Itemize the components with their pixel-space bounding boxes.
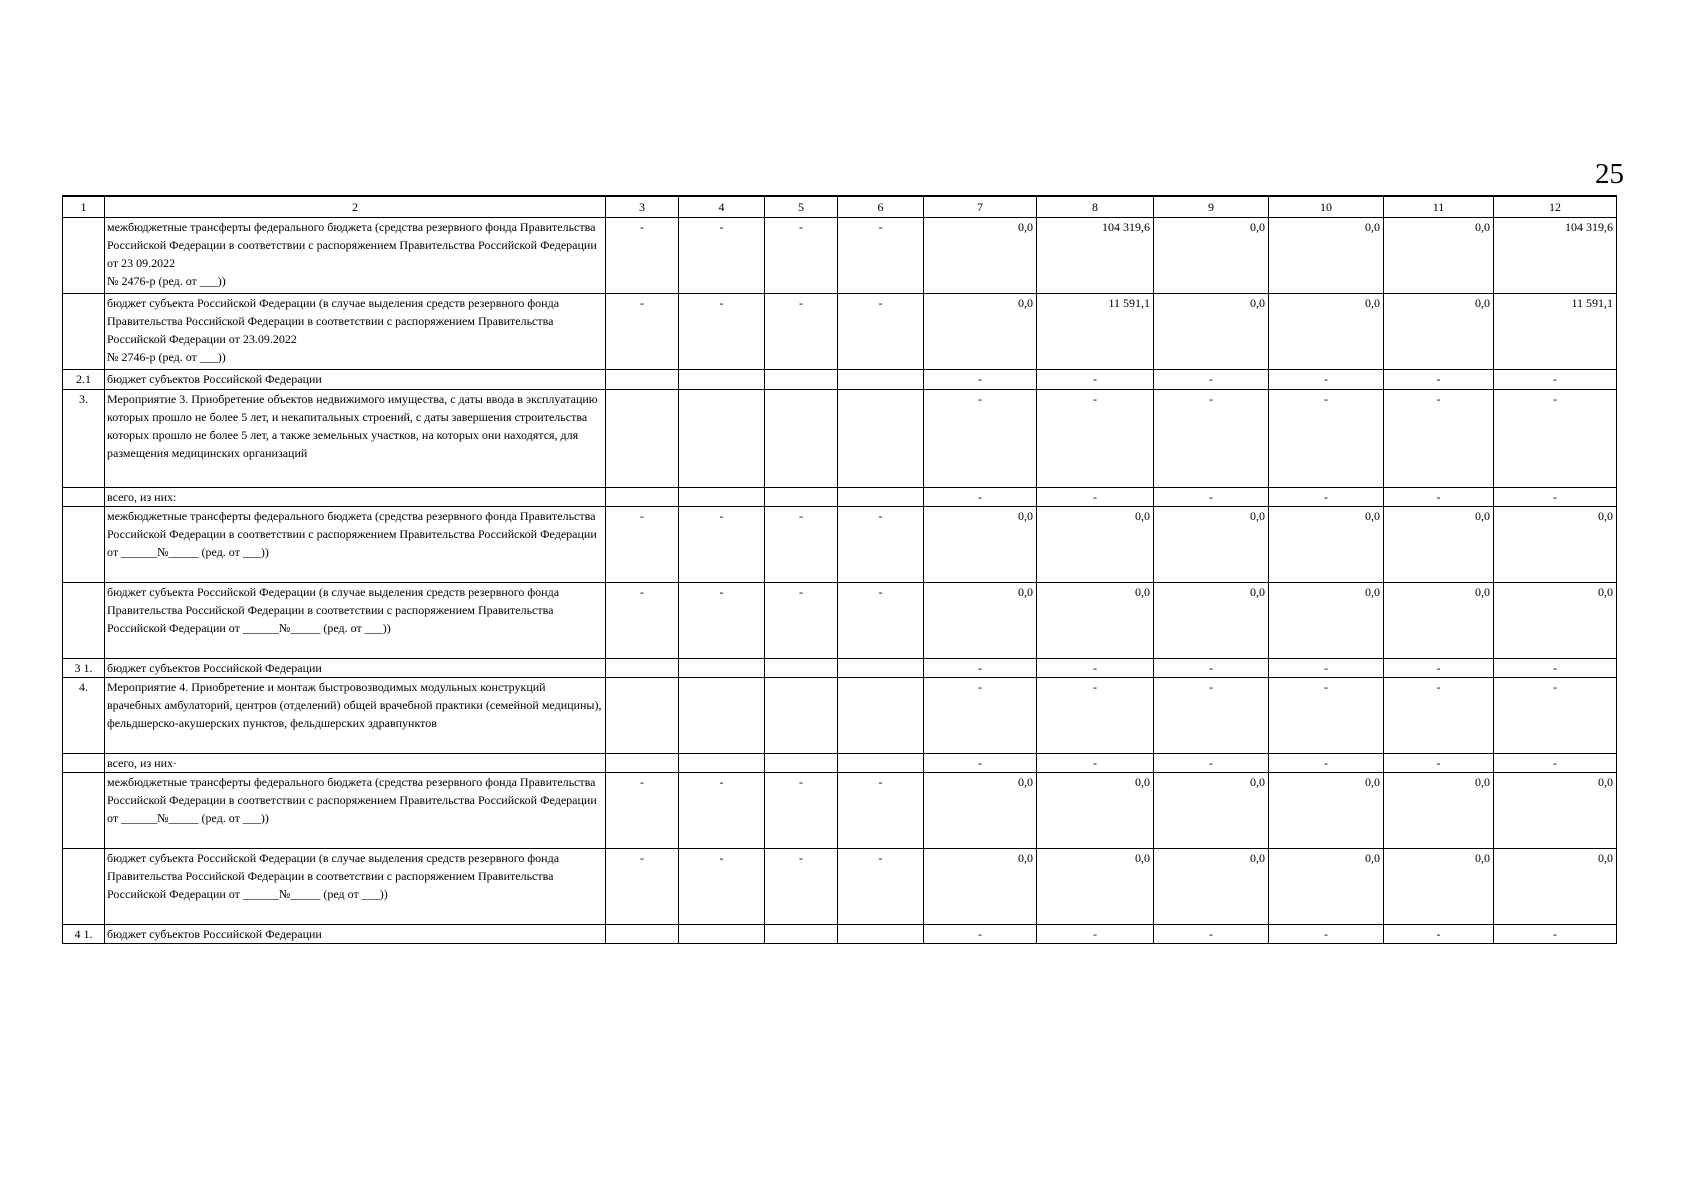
- cell-col-5: [765, 370, 838, 390]
- cell-col-5: [765, 390, 838, 488]
- cell-col-9: 0,0: [1154, 583, 1269, 659]
- cell-col-8: -: [1037, 390, 1154, 488]
- cell-col-11: -: [1384, 488, 1494, 507]
- cell-col-5: [765, 678, 838, 754]
- cell-col-11: 0,0: [1384, 773, 1494, 849]
- cell-col-10: 0,0: [1269, 583, 1384, 659]
- cell-number: [63, 583, 105, 659]
- table-row: [63, 370, 1617, 390]
- cell-col-10: -: [1269, 370, 1384, 390]
- col-header-9: 9: [1154, 196, 1269, 218]
- cell-col-4: [679, 370, 765, 390]
- cell-col-7: 0,0: [924, 218, 1037, 294]
- cell-number: 3 1.: [63, 659, 105, 678]
- cell-col-11: -: [1384, 678, 1494, 754]
- cell-col-12: 104 319,6: [1494, 218, 1617, 294]
- cell-number: 2.1: [63, 370, 105, 390]
- cell-col-12: 0,0: [1494, 773, 1617, 849]
- table-row: [63, 507, 1617, 583]
- cell-col-3: [606, 678, 679, 754]
- cell-col-10: -: [1269, 754, 1384, 773]
- cell-col-4: [679, 754, 765, 773]
- cell-col-6: -: [838, 773, 924, 849]
- col-header-8: 8: [1037, 196, 1154, 218]
- cell-col-3: [606, 390, 679, 488]
- cell-col-6: [838, 659, 924, 678]
- cell-col-11: 0,0: [1384, 507, 1494, 583]
- cell-col-8: 104 319,6: [1037, 218, 1154, 294]
- table-row: [63, 678, 1617, 754]
- cell-number: [63, 488, 105, 507]
- cell-description: бюджет субъекта Российской Федерации (в случае выделения средств резервного фонда Правительства Российской Федерации в соответствии с распоряжением Правительства Российской Федерации от 23.09.2022 № 2746-р (ред. от ___)): [105, 294, 606, 370]
- cell-col-5: -: [765, 773, 838, 849]
- col-header-1: 1: [63, 196, 105, 218]
- cell-col-12: -: [1494, 754, 1617, 773]
- cell-col-12: -: [1494, 390, 1617, 488]
- cell-col-9: -: [1154, 370, 1269, 390]
- cell-col-6: -: [838, 507, 924, 583]
- cell-col-5: [765, 754, 838, 773]
- table-body: [63, 196, 1617, 944]
- cell-col-3: -: [606, 507, 679, 583]
- cell-col-11: -: [1384, 925, 1494, 944]
- cell-col-8: -: [1037, 925, 1154, 944]
- cell-number: [63, 507, 105, 583]
- col-header-7: 7: [924, 196, 1037, 218]
- cell-col-5: [765, 659, 838, 678]
- cell-col-6: [838, 390, 924, 488]
- cell-col-9: -: [1154, 754, 1269, 773]
- cell-col-3: [606, 370, 679, 390]
- cell-col-3: -: [606, 218, 679, 294]
- cell-description: Мероприятие 3. Приобретение объектов недвижимого имущества, с даты ввода в эксплуатацию которых прошло не более 5 лет, и некапитальных строений, с даты завершения строительства которых прошло не более 5 лет, а также земельных участков, на которых они находятся, для размещения медицинских организаций: [105, 390, 606, 488]
- cell-col-8: 11 591,1: [1037, 294, 1154, 370]
- col-header-3: 3: [606, 196, 679, 218]
- cell-col-4: -: [679, 294, 765, 370]
- cell-description: бюджет субъекта Российской Федерации (в случае выделения средств резервного фонда Правительства Российской Федерации в соответствии с распоряжением Правительства Российской Федерации от ______№_____ (ред. от ___)): [105, 583, 606, 659]
- cell-col-5: -: [765, 218, 838, 294]
- cell-col-4: [679, 678, 765, 754]
- cell-col-10: 0,0: [1269, 849, 1384, 925]
- cell-col-3: -: [606, 773, 679, 849]
- cell-col-6: [838, 754, 924, 773]
- cell-col-4: -: [679, 773, 765, 849]
- cell-col-9: -: [1154, 659, 1269, 678]
- cell-col-10: 0,0: [1269, 773, 1384, 849]
- cell-col-7: -: [924, 488, 1037, 507]
- cell-col-8: -: [1037, 678, 1154, 754]
- cell-col-11: -: [1384, 659, 1494, 678]
- header-row: [63, 196, 1617, 218]
- cell-col-8: -: [1037, 488, 1154, 507]
- cell-col-9: 0,0: [1154, 507, 1269, 583]
- cell-col-3: [606, 659, 679, 678]
- cell-col-10: -: [1269, 390, 1384, 488]
- cell-col-4: [679, 488, 765, 507]
- table-row: [63, 659, 1617, 678]
- table-row: [63, 754, 1617, 773]
- table-row: [63, 218, 1617, 294]
- cell-number: [63, 754, 105, 773]
- cell-description: бюджет субъектов Российской Федерации: [105, 370, 606, 390]
- col-header-11: 11: [1384, 196, 1494, 218]
- table-row: [63, 390, 1617, 488]
- cell-col-9: 0,0: [1154, 773, 1269, 849]
- cell-col-9: -: [1154, 488, 1269, 507]
- cell-col-4: [679, 925, 765, 944]
- table-row: [63, 925, 1617, 944]
- cell-col-8: 0,0: [1037, 849, 1154, 925]
- cell-col-9: 0,0: [1154, 294, 1269, 370]
- cell-col-11: -: [1384, 754, 1494, 773]
- table-row: [63, 488, 1617, 507]
- cell-col-8: 0,0: [1037, 507, 1154, 583]
- cell-col-6: -: [838, 218, 924, 294]
- col-header-10: 10: [1269, 196, 1384, 218]
- cell-col-11: -: [1384, 390, 1494, 488]
- cell-description: бюджет субъекта Российской Федерации (в случае выделения средств резервного фонда Правительства Российской Федерации в соответствии с распоряжением Правительства Российской Федерации от ______№_____ (ред от ___)): [105, 849, 606, 925]
- cell-number: [63, 849, 105, 925]
- cell-col-7: 0,0: [924, 773, 1037, 849]
- cell-description: межбюджетные трансферты федерального бюджета (средства резервного фонда Правительства Российской Федерации в соответствии с распоряжением Правительства Российской Федерации от ______№_____ (ред. от ___)): [105, 507, 606, 583]
- cell-col-11: 0,0: [1384, 294, 1494, 370]
- cell-number: 4.: [63, 678, 105, 754]
- cell-col-8: -: [1037, 754, 1154, 773]
- cell-col-6: -: [838, 849, 924, 925]
- cell-col-7: 0,0: [924, 849, 1037, 925]
- cell-col-11: 0,0: [1384, 849, 1494, 925]
- cell-col-12: -: [1494, 488, 1617, 507]
- cell-col-4: [679, 659, 765, 678]
- cell-col-7: 0,0: [924, 294, 1037, 370]
- cell-col-3: [606, 754, 679, 773]
- col-header-5: 5: [765, 196, 838, 218]
- cell-col-5: -: [765, 507, 838, 583]
- cell-col-7: -: [924, 659, 1037, 678]
- cell-col-7: -: [924, 370, 1037, 390]
- cell-col-4: -: [679, 583, 765, 659]
- cell-description: межбюджетные трансферты федерального бюджета (средства резервного фонда Правительства Российской Федерации в соответствии с распоряжением Правительства Российской Федерации от ______№_____ (ред. от ___)): [105, 773, 606, 849]
- cell-col-3: -: [606, 294, 679, 370]
- cell-col-7: -: [924, 678, 1037, 754]
- cell-col-5: [765, 925, 838, 944]
- page-number: 25: [1595, 158, 1624, 190]
- cell-col-10: -: [1269, 659, 1384, 678]
- cell-number: 4 1.: [63, 925, 105, 944]
- cell-col-11: 0,0: [1384, 583, 1494, 659]
- cell-col-10: 0,0: [1269, 294, 1384, 370]
- cell-col-12: 0,0: [1494, 583, 1617, 659]
- cell-col-8: -: [1037, 370, 1154, 390]
- cell-col-7: -: [924, 925, 1037, 944]
- table-row: [63, 294, 1617, 370]
- cell-col-8: 0,0: [1037, 773, 1154, 849]
- cell-col-6: -: [838, 294, 924, 370]
- cell-col-7: -: [924, 390, 1037, 488]
- cell-col-4: -: [679, 218, 765, 294]
- cell-number: [63, 218, 105, 294]
- cell-col-4: -: [679, 507, 765, 583]
- col-header-2: 2: [105, 196, 606, 218]
- cell-col-3: [606, 925, 679, 944]
- cell-col-9: 0,0: [1154, 849, 1269, 925]
- cell-col-8: 0,0: [1037, 583, 1154, 659]
- cell-col-5: -: [765, 849, 838, 925]
- cell-description: Мероприятие 4. Приобретение и монтаж быстровозводимых модульных конструкций врачебных амбулаторий, центров (отделений) общей врачебной практики (семейной медицины), фельдшерско-акушерских пунктов, фельдшерских здравпунктов: [105, 678, 606, 754]
- table-row: [63, 773, 1617, 849]
- cell-description: бюджет субъектов Российской Федерации: [105, 925, 606, 944]
- cell-col-6: -: [838, 583, 924, 659]
- table-row: [63, 849, 1617, 925]
- cell-number: 3.: [63, 390, 105, 488]
- cell-col-9: -: [1154, 678, 1269, 754]
- cell-col-6: [838, 925, 924, 944]
- cell-number: [63, 294, 105, 370]
- col-header-6: 6: [838, 196, 924, 218]
- cell-col-4: [679, 390, 765, 488]
- cell-col-12: 0,0: [1494, 849, 1617, 925]
- cell-col-7: 0,0: [924, 583, 1037, 659]
- cell-col-10: -: [1269, 925, 1384, 944]
- cell-description: всего, из них·: [105, 754, 606, 773]
- col-header-4: 4: [679, 196, 765, 218]
- cell-col-12: 11 591,1: [1494, 294, 1617, 370]
- cell-col-3: [606, 488, 679, 507]
- cell-description: межбюджетные трансферты федерального бюджета (средства резервного фонда Правительства Российской Федерации в соответствии с распоряжением Правительства Российской Федерации от 23 09.2022 № 2476-р (ред. от ___)): [105, 218, 606, 294]
- budget-table: [62, 195, 1617, 944]
- cell-col-12: -: [1494, 370, 1617, 390]
- cell-col-5: [765, 488, 838, 507]
- cell-col-3: -: [606, 849, 679, 925]
- cell-col-10: -: [1269, 488, 1384, 507]
- cell-col-10: 0,0: [1269, 218, 1384, 294]
- cell-description: всего, из них:: [105, 488, 606, 507]
- cell-col-10: -: [1269, 678, 1384, 754]
- cell-number: [63, 773, 105, 849]
- cell-col-4: -: [679, 849, 765, 925]
- cell-col-12: -: [1494, 678, 1617, 754]
- cell-col-11: 0,0: [1384, 218, 1494, 294]
- cell-col-6: [838, 488, 924, 507]
- cell-description: бюджет субъектов Российской Федерации: [105, 659, 606, 678]
- col-header-12: 12: [1494, 196, 1617, 218]
- cell-col-12: 0,0: [1494, 507, 1617, 583]
- table-row: [63, 583, 1617, 659]
- cell-col-7: -: [924, 754, 1037, 773]
- cell-col-7: 0,0: [924, 507, 1037, 583]
- cell-col-10: 0,0: [1269, 507, 1384, 583]
- cell-col-5: -: [765, 294, 838, 370]
- cell-col-6: [838, 370, 924, 390]
- cell-col-9: -: [1154, 925, 1269, 944]
- cell-col-5: -: [765, 583, 838, 659]
- cell-col-12: -: [1494, 659, 1617, 678]
- cell-col-3: -: [606, 583, 679, 659]
- cell-col-12: -: [1494, 925, 1617, 944]
- cell-col-8: -: [1037, 659, 1154, 678]
- cell-col-9: -: [1154, 390, 1269, 488]
- cell-col-11: -: [1384, 370, 1494, 390]
- cell-col-6: [838, 678, 924, 754]
- cell-col-9: 0,0: [1154, 218, 1269, 294]
